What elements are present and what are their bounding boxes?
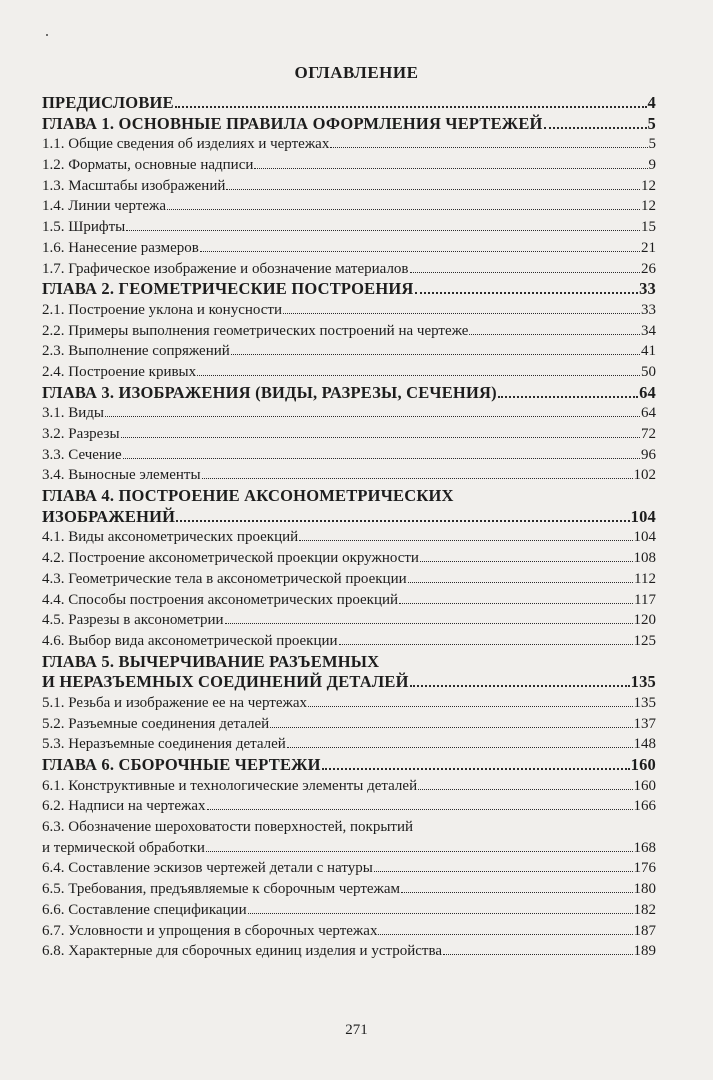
toc-entry-page: 33 bbox=[641, 301, 656, 318]
dot-leader bbox=[299, 540, 632, 541]
toc-entry-page: 9 bbox=[648, 157, 656, 174]
dot-leader bbox=[123, 458, 640, 459]
toc-entry-page: 96 bbox=[641, 446, 656, 463]
dot-leader bbox=[176, 520, 629, 522]
dot-leader bbox=[308, 706, 633, 707]
toc-entry-page: 12 bbox=[641, 177, 656, 194]
dot-leader bbox=[415, 292, 639, 294]
dot-leader bbox=[322, 768, 630, 770]
dot-leader bbox=[197, 375, 640, 376]
toc-section-entry bbox=[42, 569, 656, 590]
toc-entry-label: 1.1. Общие сведения об изделиях и чертежах bbox=[42, 136, 330, 153]
toc-entry-label: 3.3. Сечение bbox=[42, 446, 122, 463]
toc-chapter-entry bbox=[42, 383, 656, 404]
toc-entry-page: 64 bbox=[639, 382, 656, 402]
toc-entry-label: ИЗОБРАЖЕНИЙ bbox=[42, 506, 176, 526]
toc-entry-label: 4.5. Разрезы в аксонометрии bbox=[42, 612, 224, 629]
toc-entry-page: 176 bbox=[633, 860, 656, 877]
toc-entry-page: 135 bbox=[633, 694, 656, 711]
toc-entry-label: 3.1. Виды bbox=[42, 405, 104, 422]
toc-entry-page: 187 bbox=[633, 922, 656, 939]
dot-leader bbox=[330, 147, 647, 148]
dot-leader bbox=[206, 851, 633, 852]
toc-entry-page: 112 bbox=[634, 570, 656, 587]
toc-entry-page: 104 bbox=[630, 506, 656, 526]
toc-chapter-entry bbox=[42, 507, 656, 528]
toc-section-entry bbox=[42, 879, 656, 900]
toc-entry-label: 6.1. Конструктивные и технологические элементы деталей bbox=[42, 777, 418, 794]
toc-entry-label: 3.4. Выносные элементы bbox=[42, 467, 201, 484]
toc-entry-page: 148 bbox=[633, 736, 656, 753]
toc-section-entry bbox=[42, 196, 656, 217]
toc-entry-label: 4.3. Геометрические тела в аксонометрической проекции bbox=[42, 570, 407, 587]
toc-entry-page: 26 bbox=[641, 260, 656, 277]
toc-section-entry bbox=[42, 693, 656, 714]
toc-section-entry bbox=[42, 134, 656, 155]
toc-section-entry bbox=[42, 734, 656, 755]
dot-leader bbox=[410, 272, 640, 273]
toc-entry-page: 64 bbox=[641, 405, 656, 422]
toc-entry-page: 166 bbox=[633, 798, 656, 815]
toc-section-entry bbox=[42, 631, 656, 652]
toc-entry-page: 168 bbox=[633, 839, 656, 856]
toc-entry-label-line: ГЛАВА 5. ВЫЧЕРЧИВАНИЕ РАЗЪЕМНЫХ bbox=[42, 651, 380, 671]
toc-entry-label: 2.1. Построение уклона и конусности bbox=[42, 301, 282, 318]
toc-entry-label: ПРЕДИСЛОВИЕ bbox=[42, 93, 174, 112]
dot-leader bbox=[418, 789, 632, 790]
toc-section-entry bbox=[42, 838, 656, 859]
toc-entry-page: 160 bbox=[633, 777, 656, 794]
dot-leader bbox=[200, 251, 640, 252]
toc-entry-label: и термической обработки bbox=[42, 839, 205, 856]
toc-entry-page: 160 bbox=[630, 755, 656, 774]
toc-entry-page: 120 bbox=[633, 612, 656, 629]
toc-entry-label: 6.4. Составление эскизов чертежей детали с натуры bbox=[42, 860, 373, 877]
toc-section-entry bbox=[42, 548, 656, 569]
dot-leader bbox=[105, 416, 640, 417]
toc-entry-page: 33 bbox=[639, 279, 656, 299]
toc-entry-page: 34 bbox=[641, 322, 656, 339]
toc-entry-label: 1.7. Графическое изображение и обозначение материалов bbox=[42, 260, 409, 277]
dot-leader bbox=[401, 892, 632, 893]
dot-leader bbox=[231, 354, 640, 355]
dot-leader bbox=[443, 954, 632, 955]
dot-leader bbox=[225, 623, 633, 624]
toc-entry-label: 6.7. Условности и упрощения в сборочных чертежах bbox=[42, 922, 378, 939]
toc-entry-page: 182 bbox=[633, 901, 656, 918]
dot-leader bbox=[544, 127, 647, 129]
toc-chapter-entry bbox=[42, 279, 656, 300]
toc-entry-label: 1.4. Линии чертежа bbox=[42, 198, 167, 215]
toc-section-entry bbox=[42, 796, 656, 817]
toc-entry-label: 4.1. Виды аксонометрических проекций bbox=[42, 529, 299, 546]
dot-leader bbox=[287, 747, 633, 748]
toc-entry-label: ГЛАВА 3. ИЗОБРАЖЕНИЯ (ВИДЫ, РАЗРЕЗЫ, СЕЧЕНИЯ) bbox=[42, 382, 497, 402]
dot-leader bbox=[410, 685, 630, 687]
dot-leader bbox=[167, 209, 640, 210]
toc-entry-page: 117 bbox=[634, 591, 656, 608]
toc-section-entry bbox=[42, 610, 656, 631]
dot-leader bbox=[248, 913, 633, 914]
toc-section-entry bbox=[42, 403, 656, 424]
toc-entry-page: 189 bbox=[633, 943, 656, 960]
toc-chapter-entry bbox=[42, 755, 656, 776]
toc-chapter-entry bbox=[42, 114, 656, 135]
toc-section-entry bbox=[42, 424, 656, 445]
toc-entry-label: 4.6. Выбор вида аксонометрической проекции bbox=[42, 632, 338, 649]
toc-entry-label: 1.6. Нанесение размеров bbox=[42, 239, 199, 256]
toc-entry-page: 125 bbox=[633, 632, 656, 649]
toc-section-entry bbox=[42, 445, 656, 466]
dot-leader bbox=[378, 934, 632, 935]
toc-entry-page: 15 bbox=[641, 219, 656, 236]
toc-entry-label: 2.2. Примеры выполнения геометрических построений на чертеже bbox=[42, 322, 469, 339]
toc-entry-label-line: ГЛАВА 4. ПОСТРОЕНИЕ АКСОНОМЕТРИЧЕСКИХ bbox=[42, 486, 454, 506]
table-of-contents bbox=[42, 93, 656, 962]
toc-entry-page: 108 bbox=[633, 550, 656, 567]
toc-entry-page: 5 bbox=[648, 136, 656, 153]
toc-entry-page: 180 bbox=[633, 881, 656, 898]
toc-section-entry bbox=[42, 259, 656, 280]
toc-section-entry bbox=[42, 590, 656, 611]
toc-entry-label: И НЕРАЗЪЕМНЫХ СОЕДИНЕНИЙ ДЕТАЛЕЙ bbox=[42, 672, 409, 692]
toc-section-entry bbox=[42, 527, 656, 548]
dot-leader bbox=[408, 582, 633, 583]
dot-leader bbox=[207, 809, 633, 810]
toc-section-entry bbox=[42, 300, 656, 321]
toc-entry-page: 12 bbox=[641, 198, 656, 215]
dot-leader bbox=[254, 168, 647, 169]
dot-leader bbox=[270, 727, 632, 728]
toc-entry-label: 4.2. Построение аксонометрической проекции окружности bbox=[42, 550, 419, 567]
toc-entry-label: 4.4. Способы построения аксонометрических проекций bbox=[42, 591, 399, 608]
toc-section-entry bbox=[42, 321, 656, 342]
toc-entry-page: 5 bbox=[647, 113, 656, 133]
toc-chapter-entry bbox=[42, 672, 656, 693]
toc-section-entry bbox=[42, 362, 656, 383]
toc-entry-label: 6.5. Требования, предъявляемые к сборочным чертежам bbox=[42, 881, 401, 898]
toc-entry-page: 50 bbox=[641, 363, 656, 380]
toc-section-entry bbox=[42, 238, 656, 259]
toc-entry-label: 1.2. Форматы, основные надписи bbox=[42, 157, 254, 174]
toc-section-entry bbox=[42, 941, 656, 962]
toc-section-entry bbox=[42, 341, 656, 362]
dot-leader bbox=[283, 313, 640, 314]
toc-entry-label: 5.3. Неразъемные соединения деталей bbox=[42, 736, 286, 753]
toc-entry-label: 2.3. Выполнение сопряжений bbox=[42, 343, 230, 360]
toc-entry-label: 5.2. Разъемные соединения деталей bbox=[42, 715, 270, 732]
toc-entry-label: ГЛАВА 1. ОСНОВНЫЕ ПРАВИЛА ОФОРМЛЕНИЯ ЧЕРТЕЖЕЙ bbox=[42, 113, 543, 133]
toc-entry-page: 102 bbox=[633, 467, 656, 484]
dot-leader bbox=[126, 230, 640, 231]
toc-entry-label: 6.6. Составление спецификации bbox=[42, 901, 247, 918]
dot-leader bbox=[399, 603, 633, 604]
toc-entry-page: 104 bbox=[633, 529, 656, 546]
toc-section-entry bbox=[42, 900, 656, 921]
dot-leader bbox=[121, 437, 640, 438]
toc-title: ОГЛАВЛЕНИЕ bbox=[294, 63, 419, 82]
toc-entry-page: 41 bbox=[641, 343, 656, 360]
toc-entry-label-line: 6.3. Обозначение шероховатости поверхностей, покрытий bbox=[42, 819, 414, 836]
toc-entry-page: 137 bbox=[633, 715, 656, 732]
toc-section-entry bbox=[42, 217, 656, 238]
dot-leader bbox=[420, 561, 633, 562]
toc-chapter-entry bbox=[42, 93, 656, 114]
toc-entry-page: 21 bbox=[641, 239, 656, 256]
toc-section-entry bbox=[42, 858, 656, 879]
toc-entry-label: 6.8. Характерные для сборочных единиц изделия и устройства bbox=[42, 943, 443, 960]
paper-speck bbox=[46, 34, 48, 36]
toc-section-entry bbox=[42, 921, 656, 942]
dot-leader bbox=[226, 189, 640, 190]
dot-leader bbox=[339, 644, 633, 645]
toc-entry-label: 6.2. Надписи на чертежах bbox=[42, 798, 206, 815]
dot-leader bbox=[469, 334, 640, 335]
toc-entry-label: 1.3. Масштабы изображений bbox=[42, 177, 226, 194]
toc-section-entry bbox=[42, 155, 656, 176]
dot-leader bbox=[374, 871, 633, 872]
toc-entry-label: 1.5. Шрифты bbox=[42, 219, 126, 236]
toc-section-entry bbox=[42, 465, 656, 486]
dot-leader bbox=[202, 478, 633, 479]
toc-entry-page: 4 bbox=[647, 93, 656, 112]
toc-section-entry bbox=[42, 776, 656, 797]
page-number: 271 bbox=[345, 1022, 368, 1038]
toc-entry-label: ГЛАВА 2. ГЕОМЕТРИЧЕСКИЕ ПОСТРОЕНИЯ bbox=[42, 279, 414, 299]
toc-section-entry bbox=[42, 176, 656, 197]
dot-leader bbox=[175, 106, 647, 108]
toc-section-entry bbox=[42, 714, 656, 735]
toc-entry-page: 72 bbox=[641, 426, 656, 442]
toc-entry-page: 135 bbox=[630, 672, 656, 692]
toc-entry-label: 2.4. Построение кривых bbox=[42, 363, 197, 380]
dot-leader bbox=[498, 396, 638, 398]
toc-entry-label: ГЛАВА 6. СБОРОЧНЫЕ ЧЕРТЕЖИ bbox=[42, 755, 321, 774]
toc-entry-label: 3.2. Разрезы bbox=[42, 426, 120, 442]
toc-entry-label: 5.1. Резьба и изображение ее на чертежах bbox=[42, 694, 307, 711]
